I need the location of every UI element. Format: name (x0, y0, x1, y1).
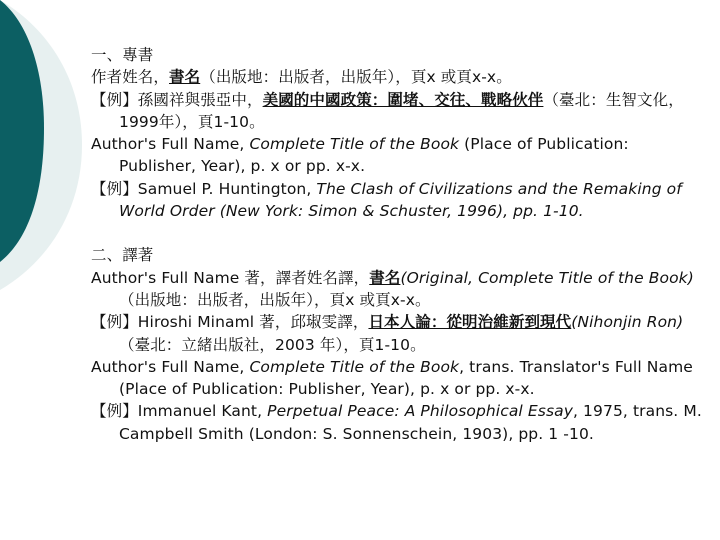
citation-guide (91, 44, 706, 445)
section2-en-format: Author's Full Name, Complete Title of the Book, trans. Translator's Full Name (Place of Publication: Publisher, Year), p. x or pp. x-x. (91, 357, 693, 399)
section-gap (91, 222, 706, 244)
section2-cn-format: Author's Full Name 著，譯者姓名譯，書名(Original, Complete Title of the Book)（出版地：出版者，出版年），頁x 或頁x-x。 (91, 268, 694, 309)
section1-cn-format: 作者姓名，書名（出版地：出版者，出版年），頁x 或頁x-x。 (91, 68, 512, 87)
section1-cn-example: 【例】孫國祥與張亞中，美國的中國政策：圍堵、交往、戰略伙伴（臺北：生智文化，1999年），頁1-10。 (91, 90, 684, 131)
section1-en-example: 【例】Samuel P. Huntington, The Clash of Civilizations and the Remaking of World Order (New York: Simon & Schuster, 1996), pp. 1-10. (91, 179, 682, 221)
section1-en-format: Author's Full Name, Complete Title of the Book (Place of Publication: Publisher, Year), p. x or pp. x-x. (91, 135, 629, 176)
dark-arc (0, 0, 44, 262)
section2-en-example: 【例】Immanuel Kant, Perpetual Peace: A Philosophical Essay, 1975, trans. M. Campbell Smith (London: S. Sonnenschein, 1903), pp. 1 -10. (91, 402, 702, 443)
section2-cn-example: 【例】Hiroshi Minaml 著，邱琡雯譯，日本人論：從明治維新到現代(Nihonjin Ron)（臺北：立緒出版社，2003 年），頁1-10。 (91, 313, 684, 354)
side-decoration (0, 0, 90, 540)
section2-heading: 二、譯著 (91, 246, 154, 265)
light-arc (0, 0, 82, 290)
section1-heading: 一、專書 (91, 46, 154, 64)
